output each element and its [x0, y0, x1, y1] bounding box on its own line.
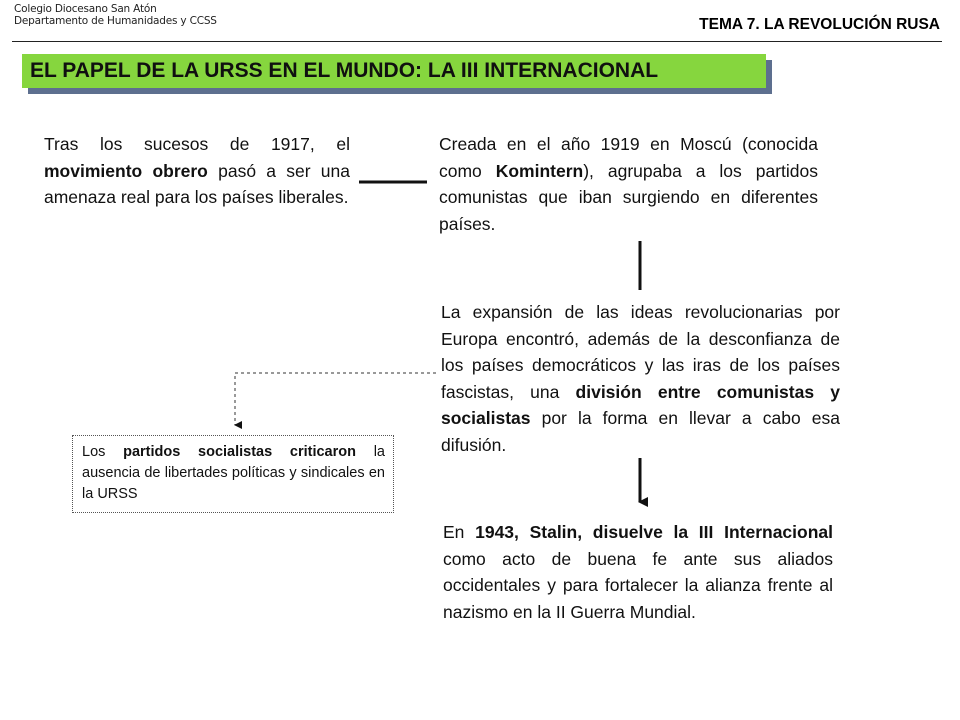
bold-komintern: Komintern	[495, 160, 584, 181]
department-line: Departamento de Humanidades y CCSS	[14, 15, 217, 27]
text-box-workers-movement: Tras los sucesos de 1917, el movimiento obrero pasó a ser una amenaza real para los países liberales.	[44, 134, 350, 207]
topic-heading: TEMA 7. LA REVOLUCIÓN RUSA	[699, 16, 940, 33]
dashed-arrow-to-socialists	[235, 373, 436, 425]
text-box-expansion: La expansión de las ideas revolucionarias por Europa encontró, además de la desconfianza de los países democráticos y las iras de los países fascistas, una división entre comunistas y socialistas por la forma en llevar a cabo esa difusión.	[441, 302, 840, 455]
bold-division: división entre comunistas y socialistas	[441, 381, 840, 428]
bold-stalin-1943: 1943, Stalin, disuelve la III Internacional	[475, 522, 833, 542]
school-line-1: Colegio Diocesano San Atón	[14, 3, 157, 15]
bold-workers-movement: movimiento obrero	[44, 160, 208, 181]
bold-socialist-parties: partidos socialistas criticaron	[123, 444, 356, 460]
slide-title: EL PAPEL DE LA URSS EN EL MUNDO: LA III INTERNACIONAL	[22, 54, 766, 88]
text-box-socialist-criticism: Los partidos socialistas criticaron la ausencia de libertades políticas y sindicales en la URSS	[72, 435, 394, 513]
text-box-dissolution: En 1943, Stalin, disuelve la III Internacional como acto de buena fe ante sus aliados occidentales y para fortalecer la alianza frente al nazismo en la II Guerra Mundial.	[443, 522, 833, 622]
text-box-komintern: Creada en el año 1919 en Moscú (conocida como Komintern), agrupaba a los partidos comunistas que iban surgiendo en diferentes países.	[439, 134, 818, 234]
